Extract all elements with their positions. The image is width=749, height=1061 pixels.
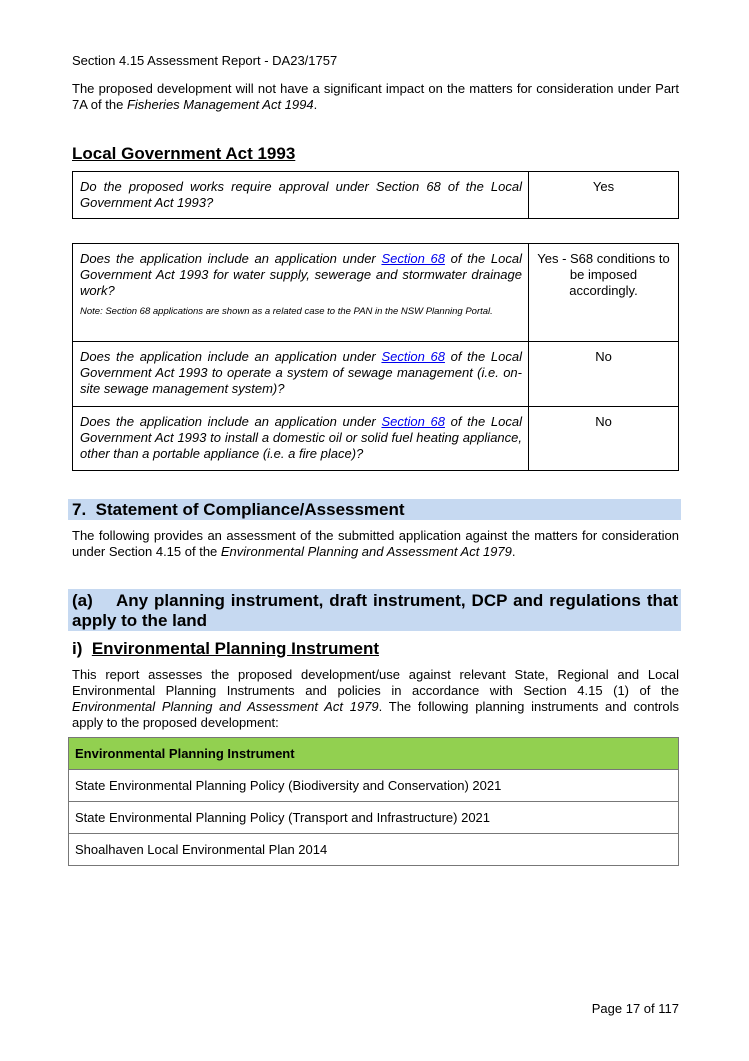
approval-question: Do the proposed works require approval under Section 68 of the Local Government Act 1993? [73,172,529,219]
s68-question-1: Does the application include an application under Section 68 of the Local Government Act 1993 for water supply, sewerage and stormwater drainage work? Note: Section 68 applications are shown as a related case to the PAN in the NSW Planning Portal. [73,244,529,342]
table-row [69,834,679,866]
epi-row-1: State Environmental Planning Policy (Biodiversity and Conservation) 2021 [69,770,679,802]
section-a-heading: (a) Any planning instrument, draft instrument, DCP and regulations that apply to the land [68,589,681,631]
section-7-heading: 7. Statement of Compliance/Assessment [68,499,681,520]
s68-answer-2: No [529,342,679,407]
approval-table [72,171,679,219]
table-row [69,770,679,802]
s68-answer-1: Yes - S68 conditions to be imposed accordingly. [529,244,679,342]
section-7-paragraph: The following provides an assessment of the submitted application against the matters for consideration under Section 4.15 of the Environmental Planning and Assessment Act 1979. [72,528,679,559]
epi-table-header: Environmental Planning Instrument [69,738,679,770]
page-number: Page 17 of 117 [591,1001,679,1016]
epi-row-2: State Environmental Planning Policy (Transport and Infrastructure) 2021 [69,802,679,834]
table-row [73,342,679,407]
s68-note: Note: Section 68 applications are shown as a related case to the PAN in the NSW Planning Portal. [80,306,493,317]
section-68-link[interactable]: Section 68 [381,251,445,266]
s68-question-3: Does the application include an application under Section 68 of the Local Government Act 1993 to install a domestic oil or solid fuel heating appliance, other than a portable appliance (i.e. a fire place)? [73,407,529,471]
epi-table [68,737,679,866]
section-i-paragraph: This report assesses the proposed development/use against relevant State, Regional and Local Environmental Planning Instruments and policies in accordance with Section 4.15 (1) of the Environmental Planning and Assessment Act 1979. The following planning instruments and controls apply to the proposed development: [72,667,680,730]
s68-question-2: Does the application include an application under Section 68 of the Local Government Act 1993 to operate a system of sewage management (i.e. on-site sewage management system)? [73,342,529,407]
epi-row-3: Shoalhaven Local Environmental Plan 2014 [69,834,679,866]
approval-answer: Yes [529,172,679,219]
section-68-link[interactable]: Section 68 [381,414,445,429]
table-row [73,407,679,471]
table-row [73,244,679,342]
document-header: Section 4.15 Assessment Report - DA23/1757 [72,53,338,68]
lga-heading: Local Government Act 1993 [72,144,296,163]
s68-table [72,243,679,471]
table-row [69,802,679,834]
section-68-link[interactable]: Section 68 [381,349,445,364]
section-i-heading: i) Environmental Planning Instrument [72,639,379,658]
s68-answer-3: No [529,407,679,471]
fisheries-paragraph: The proposed development will not have a significant impact on the matters for consideration under Part 7A of the Fisheries Management Act 1994. [72,81,679,112]
